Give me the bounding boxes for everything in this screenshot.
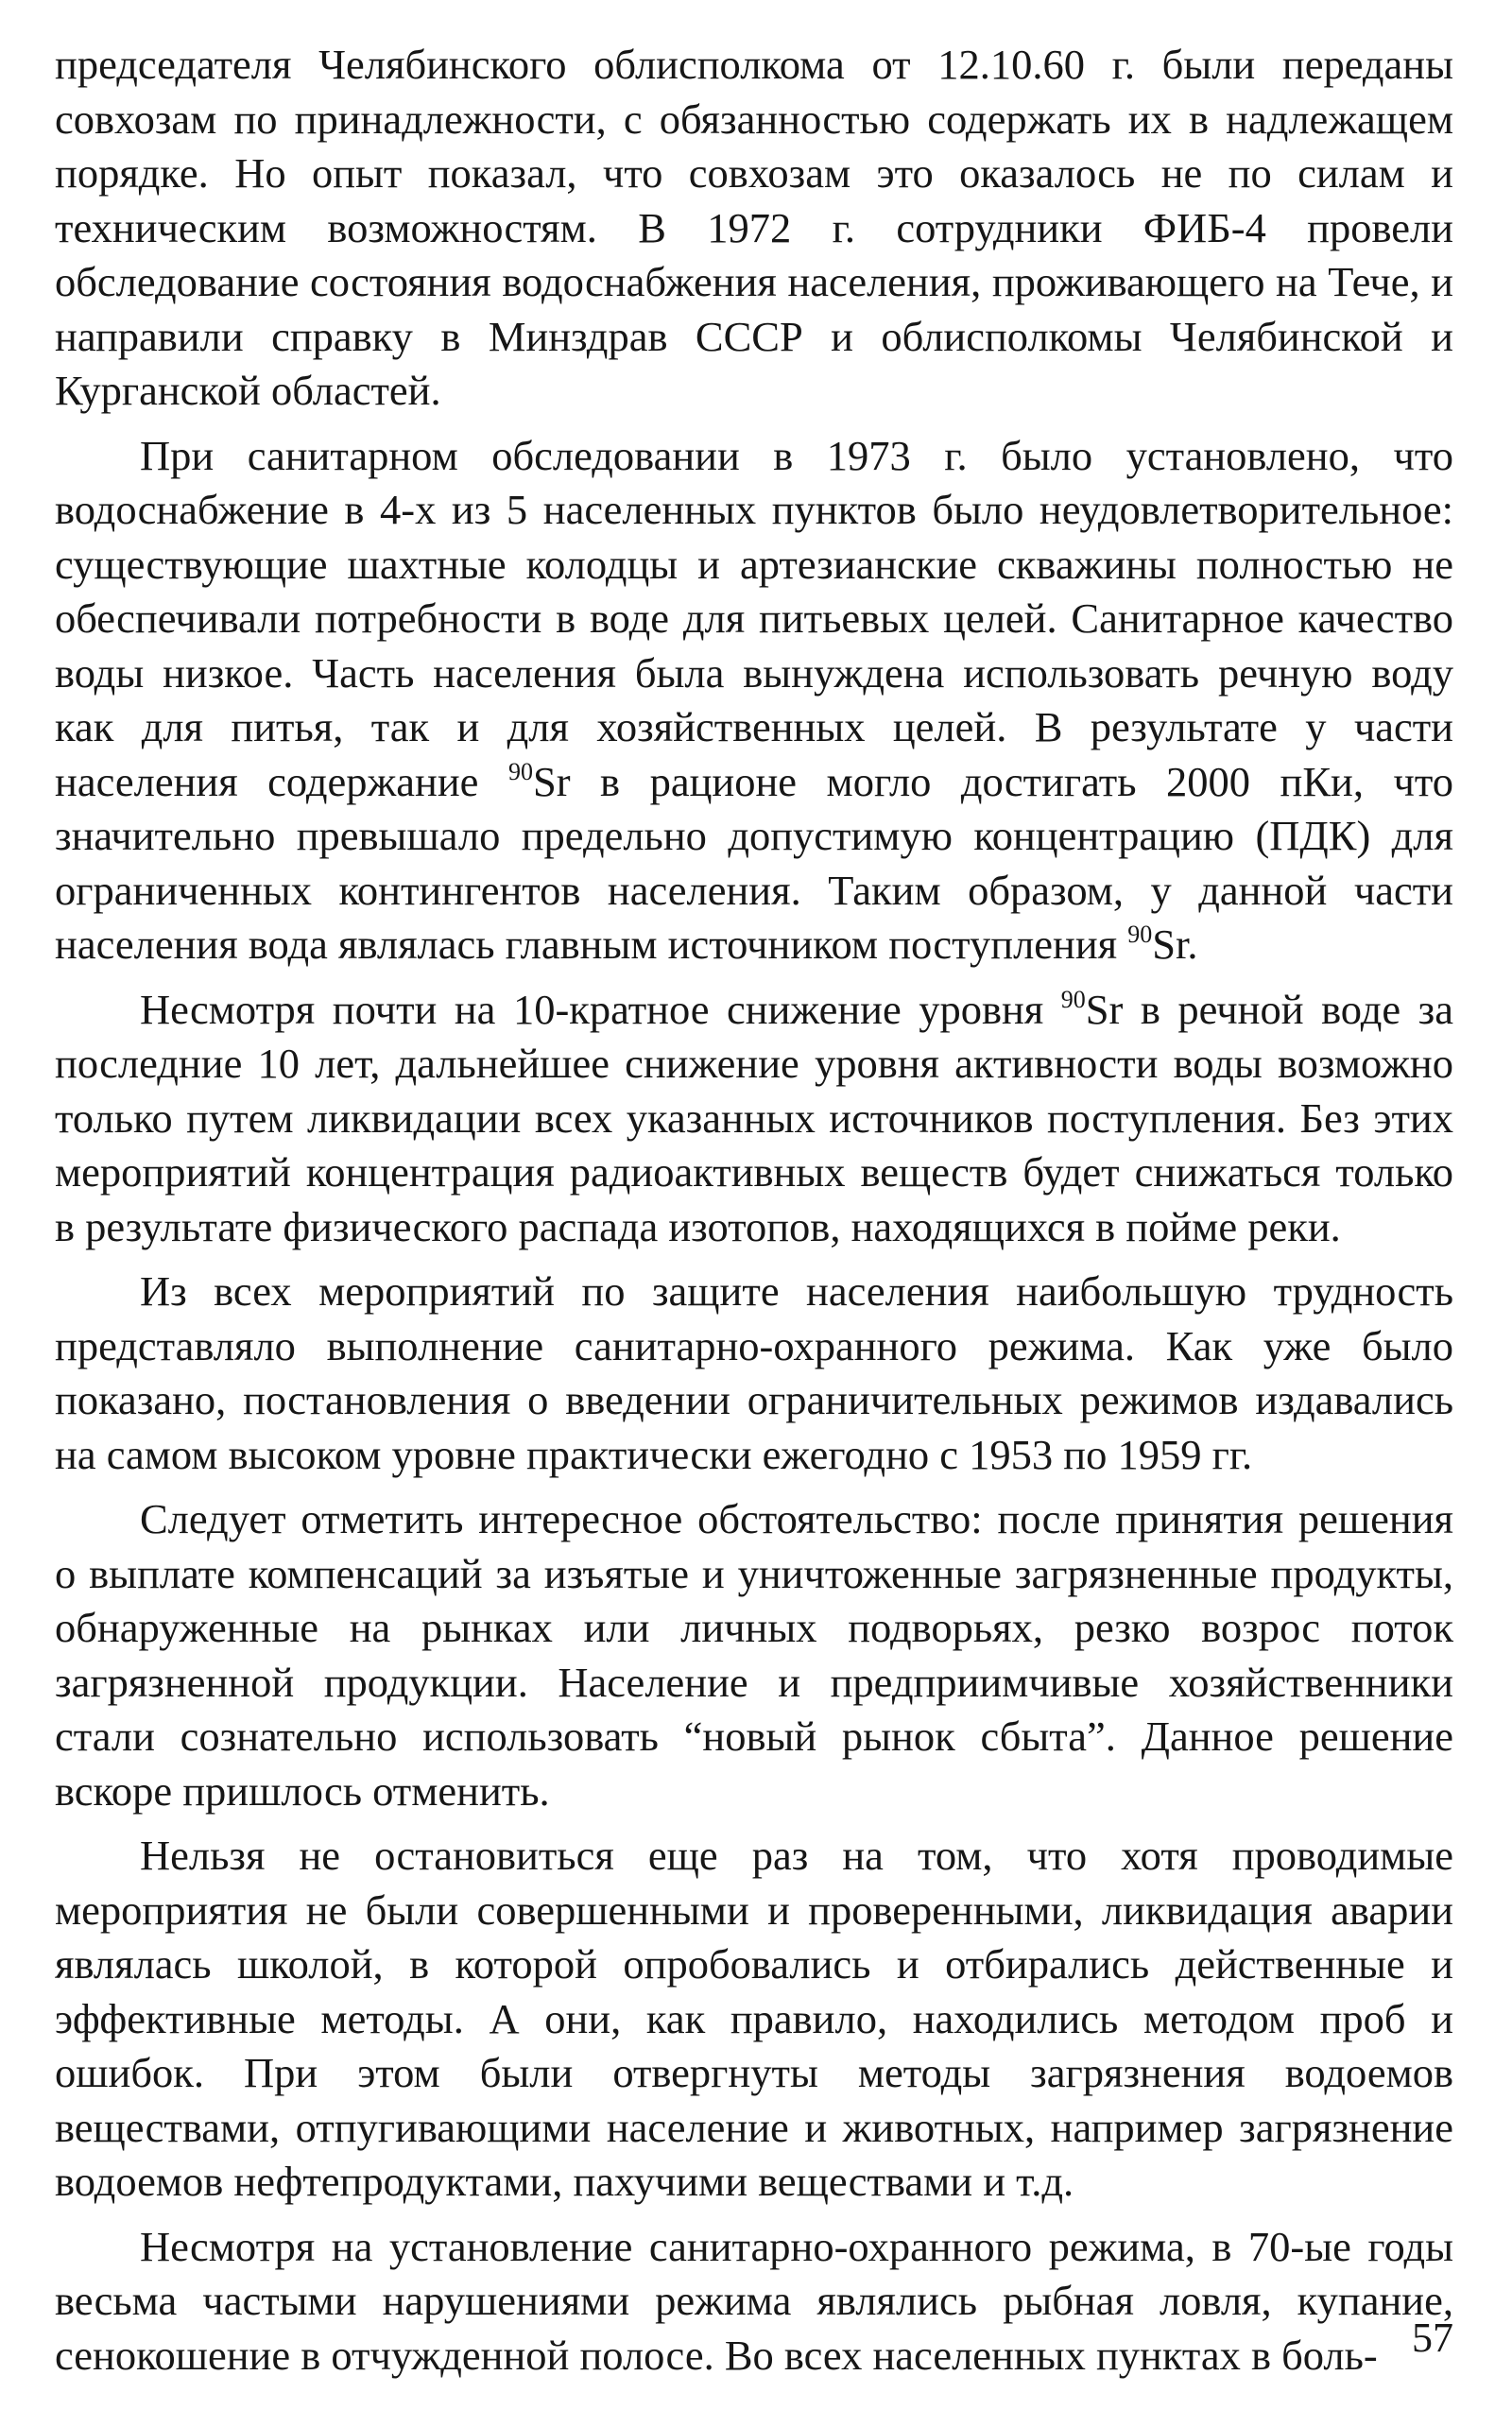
paragraph-text: Несмотря почти на 10-кратное снижение уровня	[140, 985, 1061, 1033]
paragraph-p7	[55, 2220, 1453, 2384]
paragraph-p6	[55, 1829, 1453, 2210]
superscript-mass-number: 90	[507, 757, 533, 785]
paragraph-p4	[55, 1265, 1453, 1482]
paragraph-p3	[55, 983, 1453, 1255]
paragraph-p2	[55, 429, 1453, 973]
paragraph-p1	[55, 38, 1453, 419]
document-page	[55, 38, 1453, 2393]
paragraph-text: Из всех мероприятий по защите населения наибольшую трудность представляло выполнение санитарно-охранного режима. Как уже было показано, постановления о введении ограничительных режимов издавались на самом высоком уровне практически ежегодно с 1953 по 1959 гг.	[55, 1267, 1453, 1478]
superscript-mass-number: 90	[1060, 985, 1086, 1013]
paragraph-text: Нельзя не остановиться еще раз на том, что хотя проводимые мероприятия не были совершенными и проверенными, ликвидация аварии являлась школой, в которой опробовались и отбирались действенные и эффективные методы. А они, как правило, находились методом проб и ошибок. При этом были отвергнуты методы загрязнения водоемов веществами, отпугивающими население и животных, например загрязнение водоемов нефтепродуктами, пахучими веществами и т.д.	[55, 1832, 1453, 2205]
paragraph-text: При санитарном обследовании в 1973 г. было установлено, что водоснабжение в 4-х из 5 населенных пунктов было неудовлетворительное: существующие шахтные колодцы и артезианские скважины полностью не обеспечивали потребности в воде для питьевых целей. Санитарное качество воды низкое. Часть населения была вынуждена использовать речную воду как для питья, так и для хозяйственных целей. В результате у части населения содержание	[55, 431, 1453, 805]
paragraph-text: Следует отметить интересное обстоятельство: после принятия решения о выплате компенсаций за изъятые и уничтоженные загрязненные продукты, обнаруженные на рынках или личных подворьях, резко возрос поток загрязненной продукции. Население и предприимчивые хозяйственники стали сознательно использовать “новый рынок сбыта”. Данное решение вскоре пришлось отменить.	[55, 1495, 1453, 1815]
paragraph-text: председателя Челябинского облисполкома от 12.10.60 г. были переданы совхозам по принадлежности, с обязанностью содержать их в надлежащем порядке. Но опыт показал, что совхозам это оказалось не по силам и техническим возможностям. В 1972 г. сотрудники ФИБ-4 провели обследование состояния водоснабжения населения, проживающего на Тече, и направили справку в Минздрав СССР и облисполкомы Челябинской и Курганской областей.	[55, 41, 1453, 414]
paragraph-text: Sr в речной воде за последние 10 лет, дальнейшее снижение уровня активности воды возможно только путем ликвидации всех указанных источников поступления. Без этих мероприятий концентрация радиоактивных веществ будет снижаться только в результате физического распада изотопов, находящихся в пойме реки.	[55, 985, 1453, 1250]
paragraph-text: Несмотря на установление санитарно-охранного режима, в 70-ые годы весьма частыми нарушениями режима являлись рыбная ловля, купание, сенокошение в отчужденной полосе. Во всех населенных пунктах в боль-	[55, 2222, 1453, 2379]
page-number: 57	[1412, 2315, 1453, 2361]
paragraph-text: Sr.	[1152, 921, 1198, 968]
paragraph-text: Sr в рационе могло достигать 2000 пКи, что значительно превышало предельно допустимую концентрацию (ПДК) для ограниченных контингентов населения. Таким образом, у данной части населения вода являлась главным источником поступления	[55, 757, 1454, 968]
superscript-mass-number: 90	[1127, 921, 1153, 948]
paragraph-p5	[55, 1492, 1453, 1818]
